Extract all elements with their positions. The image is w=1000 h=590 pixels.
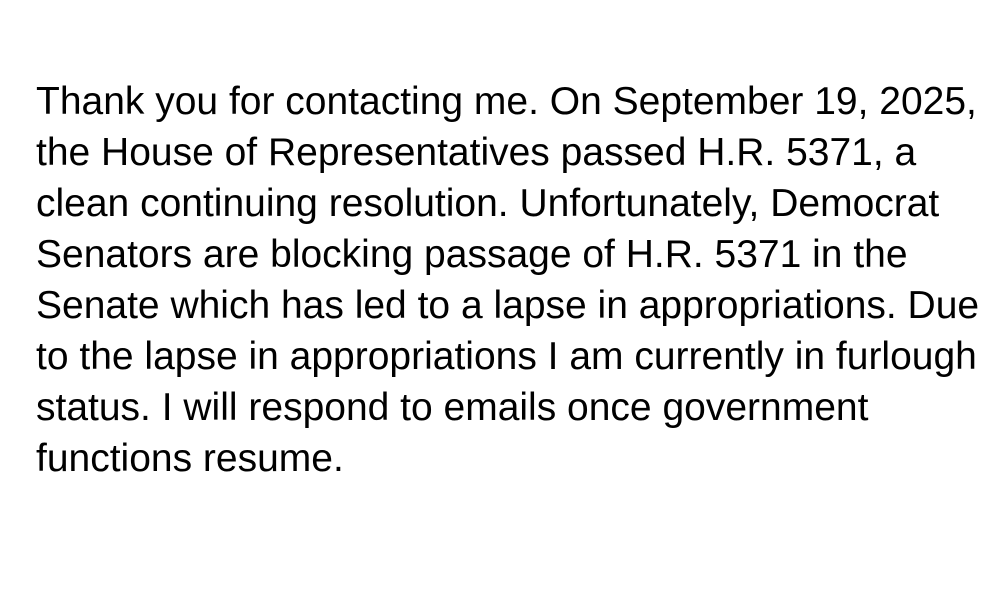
text-line-7: status. I will respond to emails once government <box>36 386 869 429</box>
text-line-4: Senators are blocking passage of H.R. 5371 in the <box>36 233 908 276</box>
text-line-5: Senate which has led to a lapse in appropriations. Due <box>36 284 980 327</box>
text-line-1: Thank you for contacting me. On September 19, 2025, <box>36 80 977 123</box>
text-line-8: functions resume. <box>36 437 344 480</box>
text-line-6: to the lapse in appropriations I am currently in furlough <box>36 335 977 378</box>
text-line-3: clean continuing resolution. Unfortunately, Democrat <box>36 182 940 225</box>
text-line-2: the House of Representatives passed H.R. 5371, a <box>36 131 917 174</box>
auto-reply-paragraph <box>36 76 986 484</box>
